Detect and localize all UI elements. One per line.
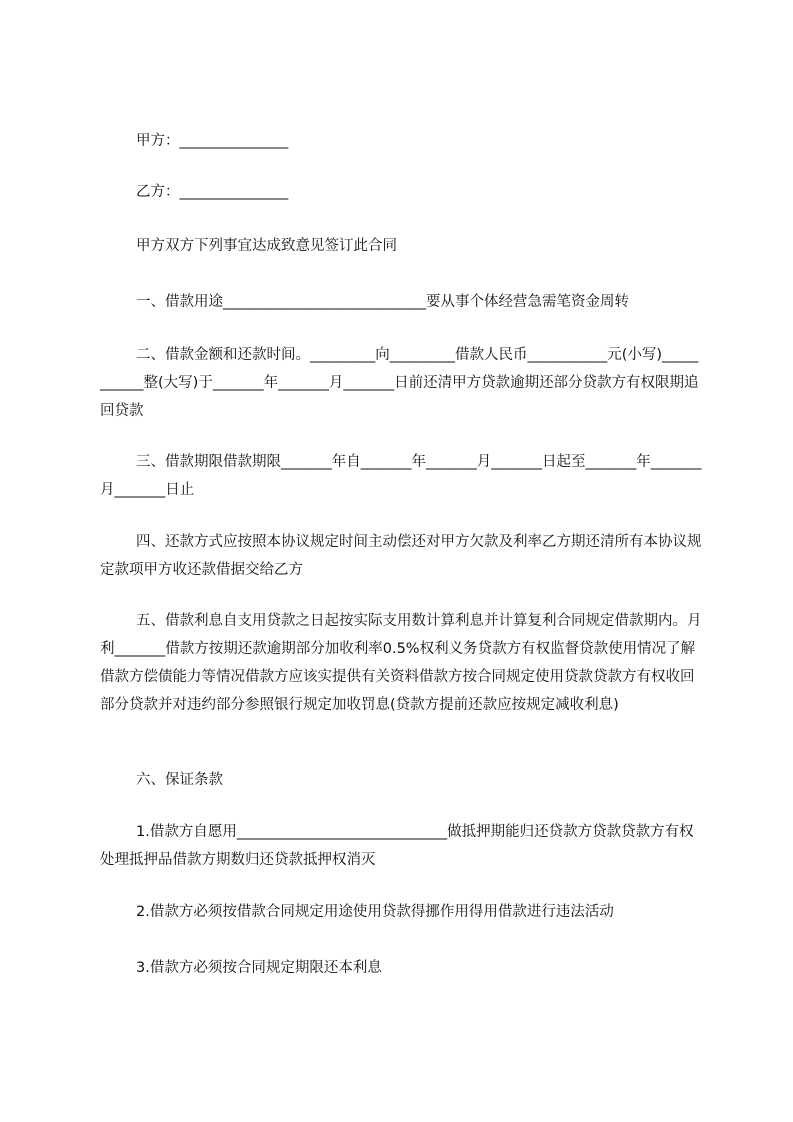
contract-intro: 甲方双方下列事宜达成致意见签订此合同: [136, 238, 397, 254]
guarantee-item-2: 2.借款方必须按借款合同规定用途使用贷款得挪作用得用借款进行违法活动: [136, 904, 614, 920]
article-5-interest: 五、借款利息自支用贷款之日起按实际支用数计算利息并计算复利合同规定借款期内。月利_______借款方按期还款逾期部分加收利率0.5%权利义务贷款方有权监督贷款使用情况了解借款方偿债能力等情况借款方应该实提供有关资料借款方按合同规定使用贷款贷款方有权收回部分贷款并对违约部分参照银行规定加收罚息(贷款方提前还款应按规定减收利息): [100, 613, 702, 713]
guarantee-item-3: 3.借款方必须按合同规定期限还本利息: [136, 960, 382, 976]
article-4-repayment-method: 四、还款方式应按照本协议规定时间主动偿还对甲方欠款及利率乙方期还清所有本协议规定款项甲方收还款借据交给乙方: [100, 534, 702, 578]
guarantee-item-1: 1.借款方自愿用_____________________________做抵押期能归还贷款方贷款贷款方有权处理抵押品借款方期数归还贷款抵押权消灭: [100, 824, 694, 868]
article-3-loan-term: 三、借款期限借款期限_______年自_______年_______月_______日起至_______年_______月_______日止: [100, 454, 702, 498]
party-b-line: 乙方：_______________: [136, 184, 289, 200]
article-1-loan-purpose: 一、借款用途____________________________要从事个体经营急需笔资金周转: [136, 294, 629, 310]
article-2-amount-and-repayment: 二、借款金额和还款时间。_________向_________借款人民币___________元(小写)___________整(大写)于_______年_______月_______日前还清甲方贷款逾期还部分贷款方有权限期追回贷款: [100, 347, 699, 419]
party-a-line: 甲方：_______________: [136, 133, 289, 149]
article-6-guarantee-heading: 六、保证条款: [136, 772, 223, 788]
